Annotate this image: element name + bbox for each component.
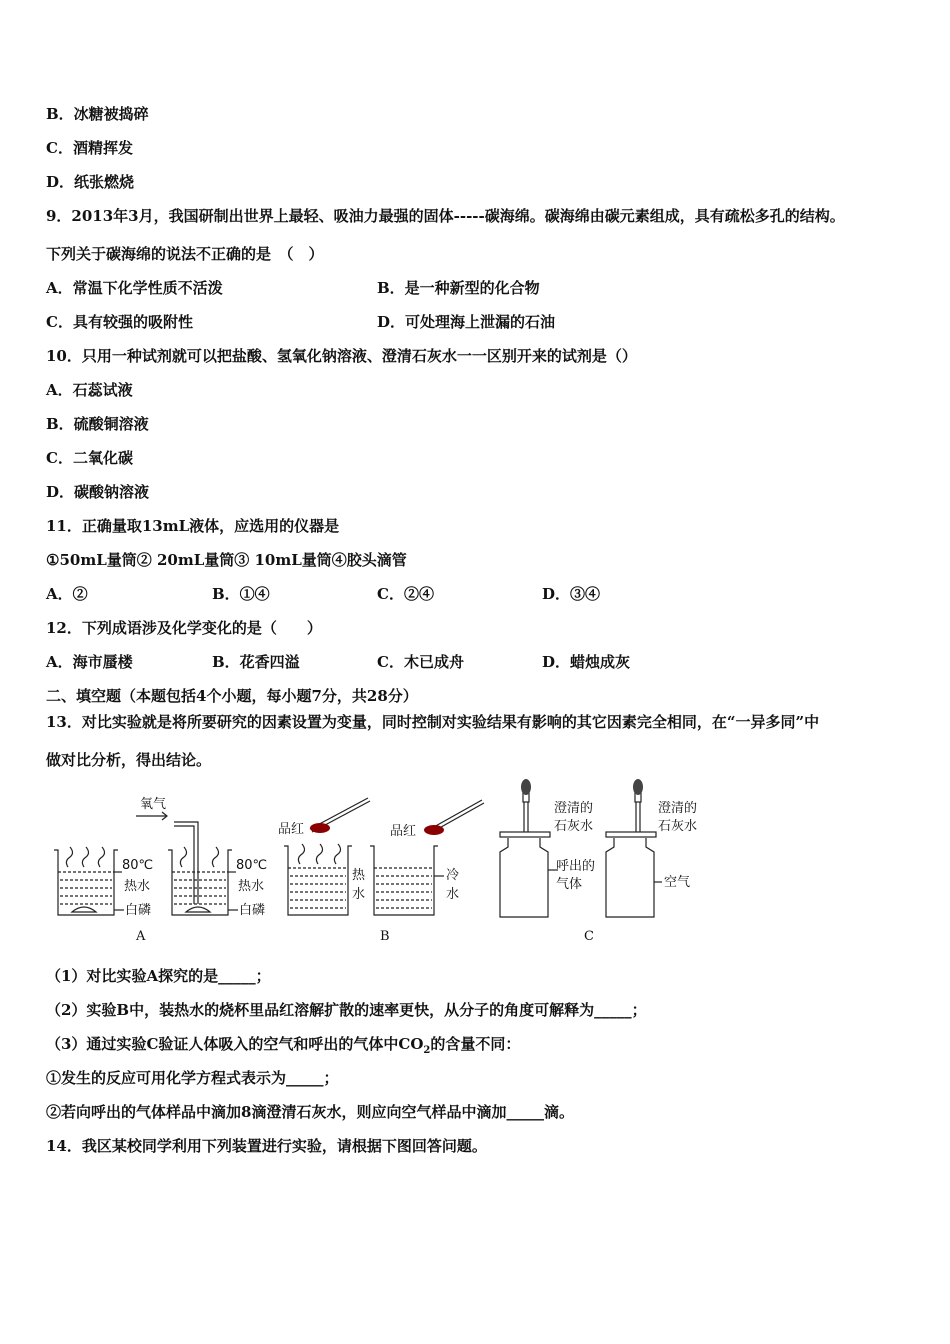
label-hot-water2: 热水	[238, 879, 265, 894]
pinhong-sample-1	[310, 823, 330, 833]
q11-opt-c: C．②④	[377, 585, 434, 603]
q13-sub3b: ②若向呼出的气体样品中滴加8滴澄清石灰水，则应向空气样品中滴加_____滴。	[46, 1103, 574, 1121]
label-pinhong1: 品红	[278, 822, 305, 837]
line-q8-b: B．冰糖被捣碎	[46, 105, 149, 123]
label-white-p1: 白磷	[125, 903, 152, 918]
label-limewater2-l2: 石灰水	[658, 819, 698, 834]
q13-sub3-post: 的含量不同：	[430, 1035, 521, 1053]
q13-sub2: （2）实验B中，装热水的烧杯里品红溶解扩散的速率更快，从分子的角度可解释为_____；	[46, 1001, 647, 1019]
q10-opt-a: A．石蕊试液	[46, 381, 133, 399]
q9-stem-1: 9．2013年3月，我国研制出世界上最轻、吸油力最强的固体-----碳海绵。碳海绵由碳元素组成，具有疏松多孔的结构。	[46, 207, 845, 225]
beaker-a2	[168, 822, 238, 915]
q11-opt-b: B．①④	[212, 585, 270, 603]
q13-sub3-subscript: 2	[423, 1045, 431, 1056]
section-title: 二、填空题（本题包括4个小题，每小题7分，共28分）	[46, 687, 418, 705]
label-limewater1-l2: 石灰水	[554, 819, 594, 834]
experiment-figure	[48, 772, 728, 947]
caption-b: B	[380, 929, 390, 944]
q10-opt-d: D．碳酸钠溶液	[46, 483, 150, 501]
beaker-b2	[370, 800, 484, 915]
q14-stem: 14．我区某校同学利用下列装置进行实验，请根据下图回答问题。	[46, 1137, 487, 1155]
q9-opt-b: B．是一种新型的化合物	[377, 279, 540, 297]
beaker-a1	[54, 847, 124, 915]
q12-opt-b: B．花香四溢	[212, 653, 300, 671]
bottle-c2	[606, 792, 662, 917]
label-exhaled-l1: 呼出的	[556, 859, 596, 874]
q13-stem-1: 13．对比实验就是将所要研究的因素设置为变量，同时控制对实验结果有影响的其它因素完全相同，在“一异多同”中	[46, 713, 820, 731]
dropper-bulb-1	[521, 779, 531, 795]
q11-stem: 11．正确量取13mL液体，应选用的仪器是	[46, 517, 340, 535]
label-water-cold: 水	[446, 887, 460, 902]
q13-sub1: （1）对比实验A探究的是_____；	[46, 967, 271, 985]
q13-stem-2: 做对比分析，得出结论。	[46, 751, 212, 769]
label-pinhong2: 品红	[390, 824, 417, 839]
label-water-hot: 水	[352, 887, 366, 902]
label-temp2: 80℃	[236, 858, 268, 873]
q9-opt-d: D．可处理海上泄漏的石油	[377, 313, 556, 331]
label-limewater1-l1: 澄清的	[554, 801, 594, 816]
label-temp1: 80℃	[122, 858, 154, 873]
label-limewater2-l1: 澄清的	[658, 801, 698, 816]
label-air: 空气	[664, 875, 691, 890]
label-exhaled-l2: 气体	[556, 877, 583, 892]
line-q8-d: D．纸张燃烧	[46, 173, 135, 191]
caption-c: C	[584, 929, 594, 944]
q13-sub3-pre: （3）通过实验C验证人体吸入的空气和呼出的气体中CO	[46, 1035, 424, 1053]
label-hot-water1: 热水	[124, 879, 151, 894]
label-cold: 冷	[446, 868, 460, 883]
pinhong-sample-2	[424, 825, 444, 835]
q13-sub3a: ①发生的反应可用化学方程式表示为_____；	[46, 1069, 339, 1087]
bottle-c1	[500, 792, 558, 917]
q10-stem: 10．只用一种试剂就可以把盐酸、氢氧化钠溶液、澄清石灰水一一区别开来的试剂是（）	[46, 347, 637, 365]
q10-opt-b: B．硫酸铜溶液	[46, 415, 149, 433]
q9-opt-c: C．具有较强的吸附性	[46, 313, 193, 331]
q12-opt-c: C．木已成舟	[377, 653, 464, 671]
q9-stem-2: 下列关于碳海绵的说法不正确的是 （ ）	[46, 245, 324, 263]
q12-opt-a: A．海市蜃楼	[46, 653, 133, 671]
q11-items: ①50mL量筒② 20mL量筒③ 10mL量筒④胶头滴管	[46, 551, 407, 569]
label-hot: 热	[352, 868, 366, 883]
caption-a: A	[136, 929, 146, 944]
line-q8-c: C．酒精挥发	[46, 139, 133, 157]
q12-opt-d: D．蜡烛成灰	[542, 653, 631, 671]
q13-sub3	[46, 1033, 520, 1056]
q10-opt-c: C．二氧化碳	[46, 449, 133, 467]
dropper-bulb-2	[633, 779, 643, 795]
q11-opt-d: D．③④	[542, 585, 601, 603]
q12-stem: 12．下列成语涉及化学变化的是（ ）	[46, 619, 322, 637]
q9-opt-a: A．常温下化学性质不活泼	[46, 279, 223, 297]
label-white-p2: 白磷	[239, 903, 266, 918]
q11-opt-a: A．②	[46, 585, 88, 603]
label-oxygen: 氧气	[140, 797, 167, 812]
